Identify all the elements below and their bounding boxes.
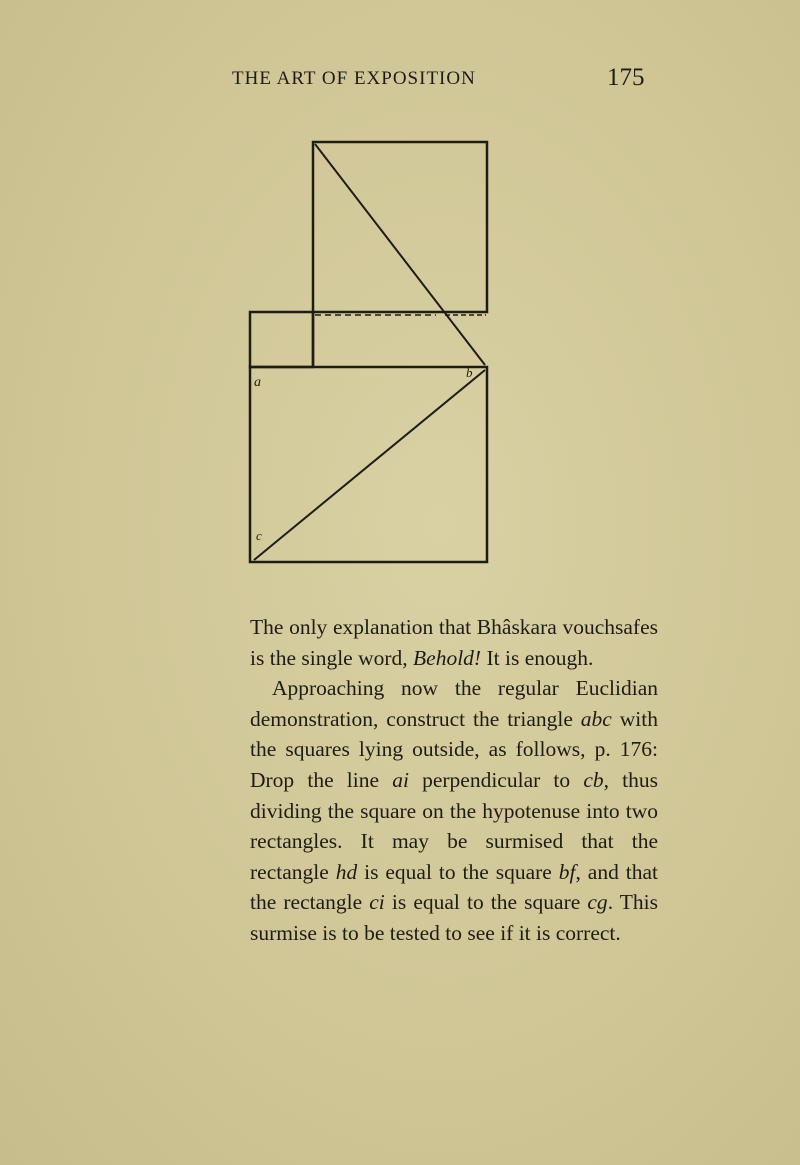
p2-ci: ci [369,890,385,915]
label-b: b [466,365,473,380]
p2-ai: ai [392,767,409,792]
p2-cg: cg [587,890,608,915]
running-title: THE ART OF EXPOSITION [232,68,476,89]
running-head [0,64,800,94]
upper-diagonal [315,144,485,365]
geometric-figure [240,132,500,572]
p2-hd: hd [335,859,358,884]
paragraph-1 [250,612,658,673]
p2-t5: is equal to the square [357,859,559,884]
body-text [250,612,658,949]
p1-text-before: The only explanation that Bhâskara vouchsafes is the single word, [250,615,658,670]
p2-t1: Approaching now the regular Euclidian demonstration, construct the triangle [250,676,658,731]
p2-t2: with the squares lying outside, as follows, p. 176: Drop the line [250,706,658,792]
paragraph-2 [250,673,658,948]
label-a: a [254,375,261,390]
p2-t8: . This surmise is to be tested to see if it is correct. [250,890,658,945]
p1-text-after: It is enough. [481,645,594,670]
small-square [250,312,313,367]
p2-t6: , and that the rectangle [250,859,658,915]
p2-t7: is equal to the square [384,890,588,915]
p2-cb: cb [583,767,604,792]
p2-abc: abc [580,706,612,731]
upper-square [313,142,487,312]
figure-svg [240,132,500,572]
lower-square [250,367,487,562]
p2-bf: bf [558,859,576,884]
p2-t3: perpendicular to [408,767,584,792]
p2-t4: , thus dividing the square on the hypotenuse into two rectangles. It may be surmised that the rectangle [250,767,659,884]
p1-behold: Behold! [413,645,482,670]
label-c: c [256,528,262,543]
lower-diagonal [254,370,485,560]
page-number: 175 [607,64,645,91]
